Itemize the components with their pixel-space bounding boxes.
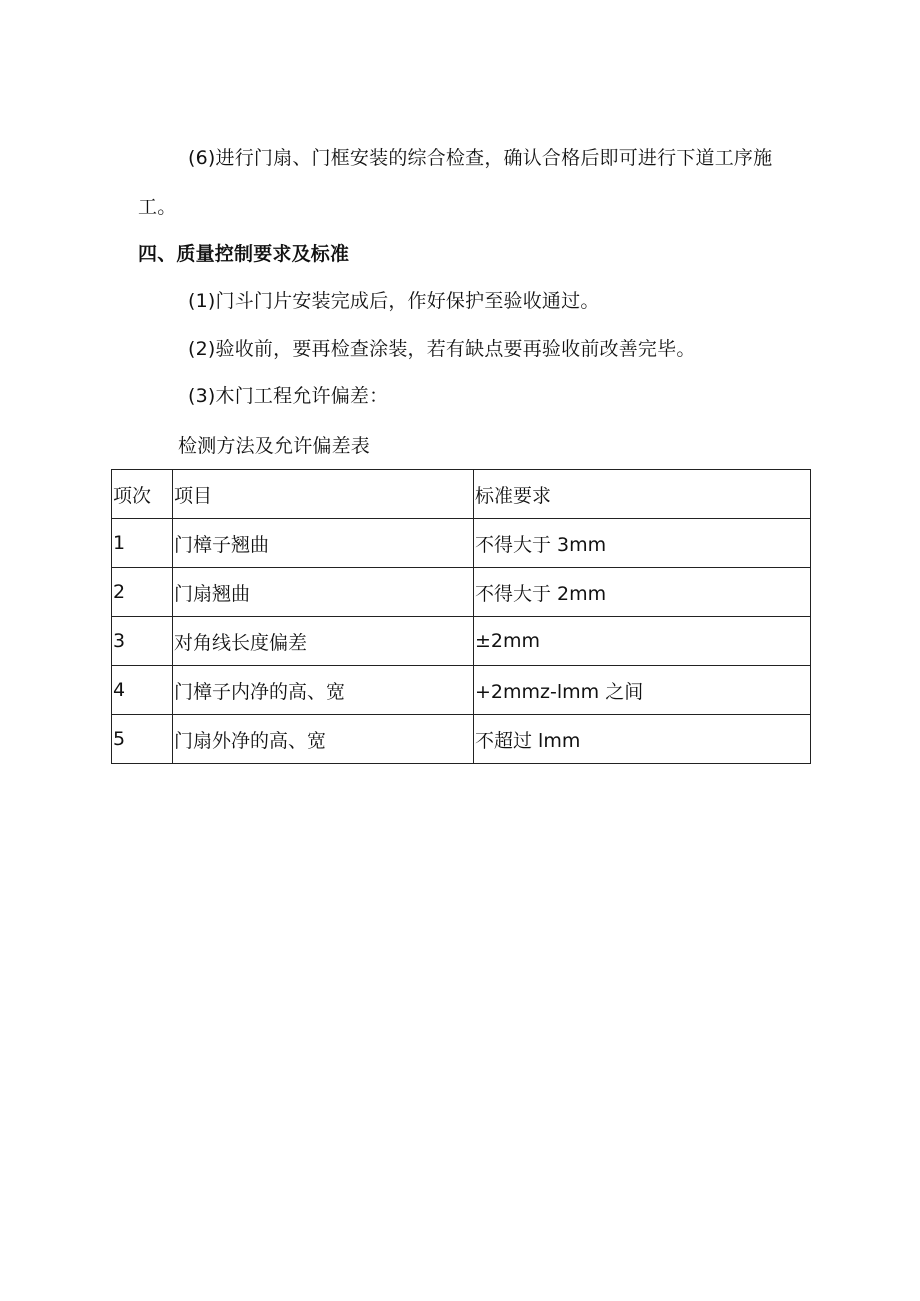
table-row <box>112 715 811 764</box>
table-header-row <box>112 470 811 519</box>
cell-index: 3 <box>112 617 173 666</box>
table-row <box>112 617 811 666</box>
cell-item: 对角线长度偏差 <box>173 617 474 666</box>
paragraph-step-6-line-2: 工。 <box>138 196 177 218</box>
cell-standard: +2mmz-lmm 之间 <box>474 666 811 715</box>
cell-index: 5 <box>112 715 173 764</box>
requirement-2: (2)验收前，要再检查涂装，若有缺点要再验收前改善完毕。 <box>188 338 696 360</box>
table-row <box>112 568 811 617</box>
cell-index: 1 <box>112 519 173 568</box>
header-cell-standard: 标准要求 <box>474 470 811 519</box>
table-caption: 检测方法及允许偏差表 <box>178 435 371 457</box>
cell-item: 门扇翘曲 <box>173 568 474 617</box>
deviation-table <box>111 469 811 764</box>
header-cell-index: 项次 <box>112 470 173 519</box>
cell-item: 门樟子内净的高、宽 <box>173 666 474 715</box>
cell-index: 4 <box>112 666 173 715</box>
table-row <box>112 666 811 715</box>
requirement-3: (3)木门工程允许偏差： <box>188 385 389 407</box>
cell-item: 门扇外净的高、宽 <box>173 715 474 764</box>
header-cell-item: 项目 <box>173 470 474 519</box>
cell-standard: 不得大于 3mm <box>474 519 811 568</box>
cell-index: 2 <box>112 568 173 617</box>
section-heading: 四、质量控制要求及标准 <box>138 243 350 265</box>
paragraph-step-6-line-1: (6)进行门扇、门框安装的综合检查，确认合格后即可进行下道工序施 <box>188 147 773 169</box>
cell-standard: ±2mm <box>474 617 811 666</box>
requirement-1: (1)门斗门片安装完成后，作好保护至验收通过。 <box>188 290 600 312</box>
cell-standard: 不得大于 2mm <box>474 568 811 617</box>
table-row <box>112 519 811 568</box>
cell-item: 门樟子翘曲 <box>173 519 474 568</box>
cell-standard: 不超过 lmm <box>474 715 811 764</box>
